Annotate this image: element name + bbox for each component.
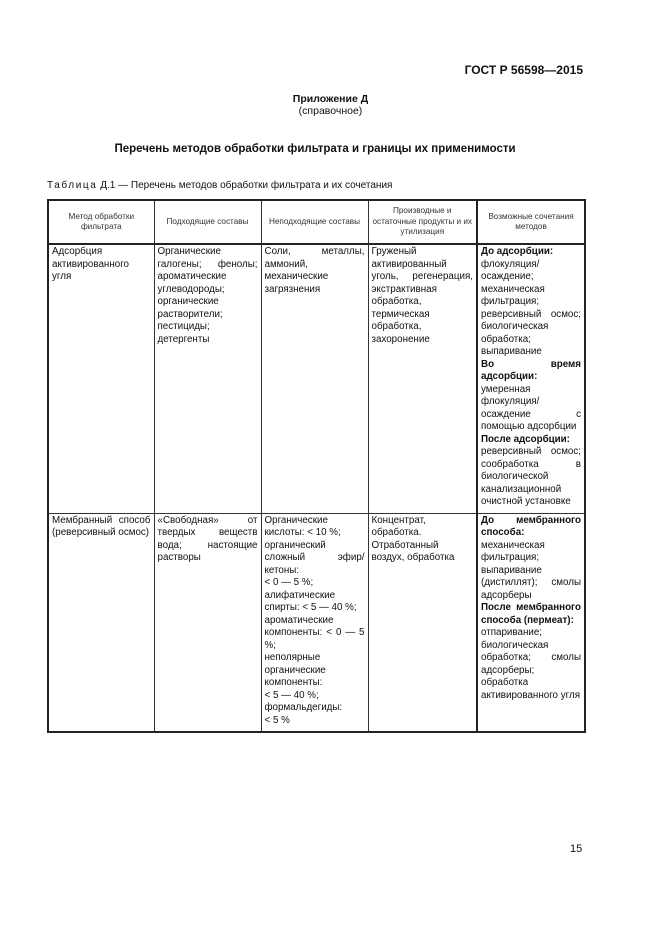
combination-text: механическая фильтрация; выпаривание (дистиллят); смолы адсорберы (481, 539, 581, 601)
column-header: Возможные сочетания методов (477, 200, 585, 244)
standard-number: ГОСТ Р 56598—2015 (464, 63, 583, 77)
column-header: Производные и остаточные продукты и их утилизация (368, 200, 477, 244)
method-cell: Адсорбция активированного угля (48, 244, 154, 513)
combinations-cell (477, 513, 585, 732)
combination-heading: До адсорбции: (481, 246, 554, 257)
unsuitable-line: неполярные органические компоненты: (264, 652, 326, 688)
table-caption (47, 180, 392, 191)
appendix-heading (0, 93, 661, 117)
combination-text: флокуляция/осаждение; механическая фильтрация; реверсивный осмос; биологическая обработка; выпаривание (481, 258, 581, 357)
unsuitable-line: формальдегиды: (264, 702, 343, 713)
combination-text: отпаривание; биологическая обработка; смолы адсорберы; обработка активированного угля (481, 627, 581, 701)
page-number: 15 (570, 843, 583, 855)
methods-table (47, 199, 586, 733)
combination-heading: Во время адсорбции: (481, 358, 581, 382)
column-header: Подходящие составы (154, 200, 261, 244)
table-row (48, 244, 585, 513)
unsuitable-line: ароматические компоненты: < 0 — 5 %; (264, 614, 365, 651)
combinations-cell (477, 244, 585, 513)
suitable-cell: Органические галогены; фенолы; ароматические углеводороды; органические растворители; пестициды; детергенты (154, 244, 261, 513)
unsuitable-line: Органические кислоты: < 10 %; (264, 514, 341, 538)
combination-heading: После мембранного способа (пермеат): (481, 602, 581, 626)
column-header: Метод обработки фильтрата (48, 200, 154, 244)
unsuitable-cell (261, 513, 368, 732)
combination-heading: До мембранного способа: (481, 514, 581, 538)
table-caption-number: Д.1 (100, 180, 116, 191)
appendix-subtitle: (справочное) (298, 105, 363, 117)
document-title: Перечень методов обработки фильтрата и границы их применимости (114, 143, 516, 155)
table-caption-label: Таблица (47, 180, 98, 191)
combination-text: реверсивный осмос; сообработка в биологической канализационной очистной установке (481, 446, 581, 507)
products-cell: Концентрат, обработка. Отработанный воздух, обработка (368, 513, 477, 732)
unsuitable-cell (261, 244, 368, 513)
method-cell: Мембранный способ (реверсивный осмос) (48, 513, 154, 732)
unsuitable-line: Соли, металлы, аммоний, механические загрязнения (264, 246, 365, 295)
table-row (48, 513, 585, 732)
products-cell: Груженый активированный уголь, регенерация, экстрактивная обработка, термическая обработка, захоронение (368, 244, 477, 513)
combination-text: умеренная флокуляция/осаждение с помощью адсорбции (481, 383, 581, 432)
table-caption-text: — Перечень методов обработки фильтрата и их сочетания (118, 180, 393, 191)
table-header-row (48, 200, 585, 244)
unsuitable-line: < 0 — 5 %; (264, 577, 314, 588)
unsuitable-line: алифатические спирты: < 5 — 40 %; (264, 589, 357, 613)
suitable-cell: «Свободная» от твердых веществ вода; настоящие растворы (154, 513, 261, 732)
unsuitable-line: < 5 % (264, 714, 290, 726)
appendix-title: Приложение Д (292, 93, 369, 105)
combination-heading: После адсорбции: (481, 433, 570, 445)
column-header: Неподходящие составы (261, 200, 368, 244)
unsuitable-line: < 5 — 40 %; (264, 689, 319, 701)
unsuitable-line: органический сложный эфир/кетоны: (264, 539, 365, 576)
